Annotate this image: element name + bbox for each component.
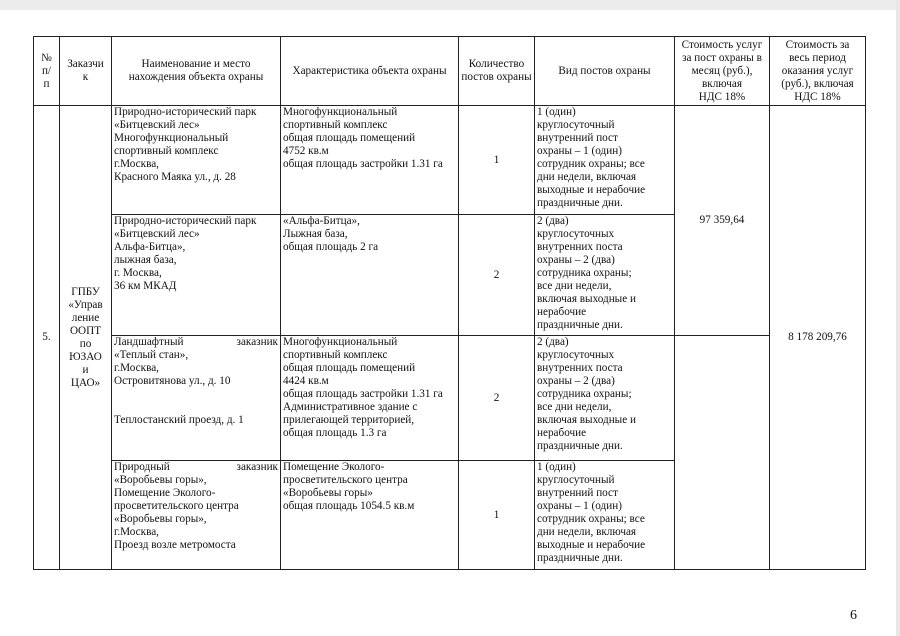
header-characteristics: Характеристика объекта охраны bbox=[281, 37, 459, 106]
characteristics-cell: Многофункциональный спортивный комплекс общая площадь помещений 4752 кв.м общая площадь застройки 1.31 га bbox=[281, 106, 459, 215]
total-cost-cell: 8 178 209,76 bbox=[770, 106, 866, 570]
customer-cell: ГПБУ «Управ ление ООПТ по ЮЗАО и ЦАО» bbox=[60, 106, 112, 570]
object-name-first-line: Природный заказник bbox=[114, 461, 278, 473]
header-monthly-cost: Стоимость услуг за пост охраны в месяц (руб.), включая НДС 18% bbox=[675, 37, 770, 106]
object-name-first-line: Ландшафтный заказник bbox=[114, 336, 278, 348]
header-object-name: Наименование и место нахождения объекта охраны bbox=[112, 37, 281, 106]
characteristics-cell: «Альфа-Битца», Лыжная база, общая площадь 2 га bbox=[281, 215, 459, 336]
post-type-cell: 1 (один) круглосуточный внутренний пост охраны – 1 (один) сотрудник охраны; все дни недели, включая выходные и нерабочие праздничные дни. bbox=[535, 461, 675, 570]
object-name-cell bbox=[112, 336, 281, 461]
post-type-cell: 2 (два) круглосуточных внутренних поста охраны – 2 (два) сотрудника охраны; все дни недели, включая выходные и нерабочие праздничные дни. bbox=[535, 336, 675, 461]
header-post-type: Вид постов охраны bbox=[535, 37, 675, 106]
table-row bbox=[34, 336, 866, 461]
posts-count-cell: 1 bbox=[459, 106, 535, 215]
row-number-cell: 5. bbox=[34, 106, 60, 570]
header-row bbox=[34, 37, 866, 106]
scan-top-band bbox=[0, 0, 900, 10]
header-num: № п/ п bbox=[34, 37, 60, 106]
object-name-cell bbox=[112, 461, 281, 570]
scan-right-edge bbox=[896, 0, 900, 636]
table-row bbox=[34, 106, 866, 215]
object-name-rest: «Теплый стан», г.Москва, Островитянова ул., д. 10 Теплостанский проезд, д. 1 bbox=[114, 349, 244, 426]
page-number: 6 bbox=[850, 608, 857, 623]
characteristics-cell: Помещение Эколого- просветительского центра «Воробьевы горы» общая площадь 1054.5 кв.м bbox=[281, 461, 459, 570]
posts-count-cell: 1 bbox=[459, 461, 535, 570]
posts-count-cell: 2 bbox=[459, 336, 535, 461]
post-type-cell: 1 (один) круглосуточный внутренний пост охраны – 1 (один) сотрудник охраны; все дни недели, включая выходные и нерабочие праздничные дни. bbox=[535, 106, 675, 215]
posts-count-cell: 2 bbox=[459, 215, 535, 336]
object-name-cell: Природно-исторический парк «Битцевский лес» Альфа-Битца», лыжная база, г. Москва, 36 км МКАД bbox=[112, 215, 281, 336]
object-name-cell: Природно-исторический парк «Битцевский лес» Многофункциональный спортивный комплекс г.Москва, Красного Маяка ул., д. 28 bbox=[112, 106, 281, 215]
post-type-cell: 2 (два) круглосуточных внутренних поста охраны – 2 (два) сотрудника охраны; все дни недели, включая выходные и нерабочие праздничные дни. bbox=[535, 215, 675, 336]
characteristics-cell: Многофункциональный спортивный комплекс общая площадь помещений 4424 кв.м общая площадь застройки 1.31 га Административное здание с прилегающей территорией, общая площадь 1.3 га bbox=[281, 336, 459, 461]
monthly-cost-blank-cell bbox=[675, 336, 770, 570]
header-total-cost: Стоимость за весь период оказания услуг (руб.), включая НДС 18% bbox=[770, 37, 866, 106]
security-services-table bbox=[33, 36, 866, 570]
header-posts-count: Количество постов охраны bbox=[459, 37, 535, 106]
monthly-cost-cell: 97 359,64 bbox=[675, 106, 770, 336]
header-customer: Заказчи к bbox=[60, 37, 112, 106]
object-name-rest: «Воробьевы горы», Помещение Эколого- просветительского центра «Воробьевы горы», г.Москва, Проезд возле метромоста bbox=[114, 474, 239, 551]
